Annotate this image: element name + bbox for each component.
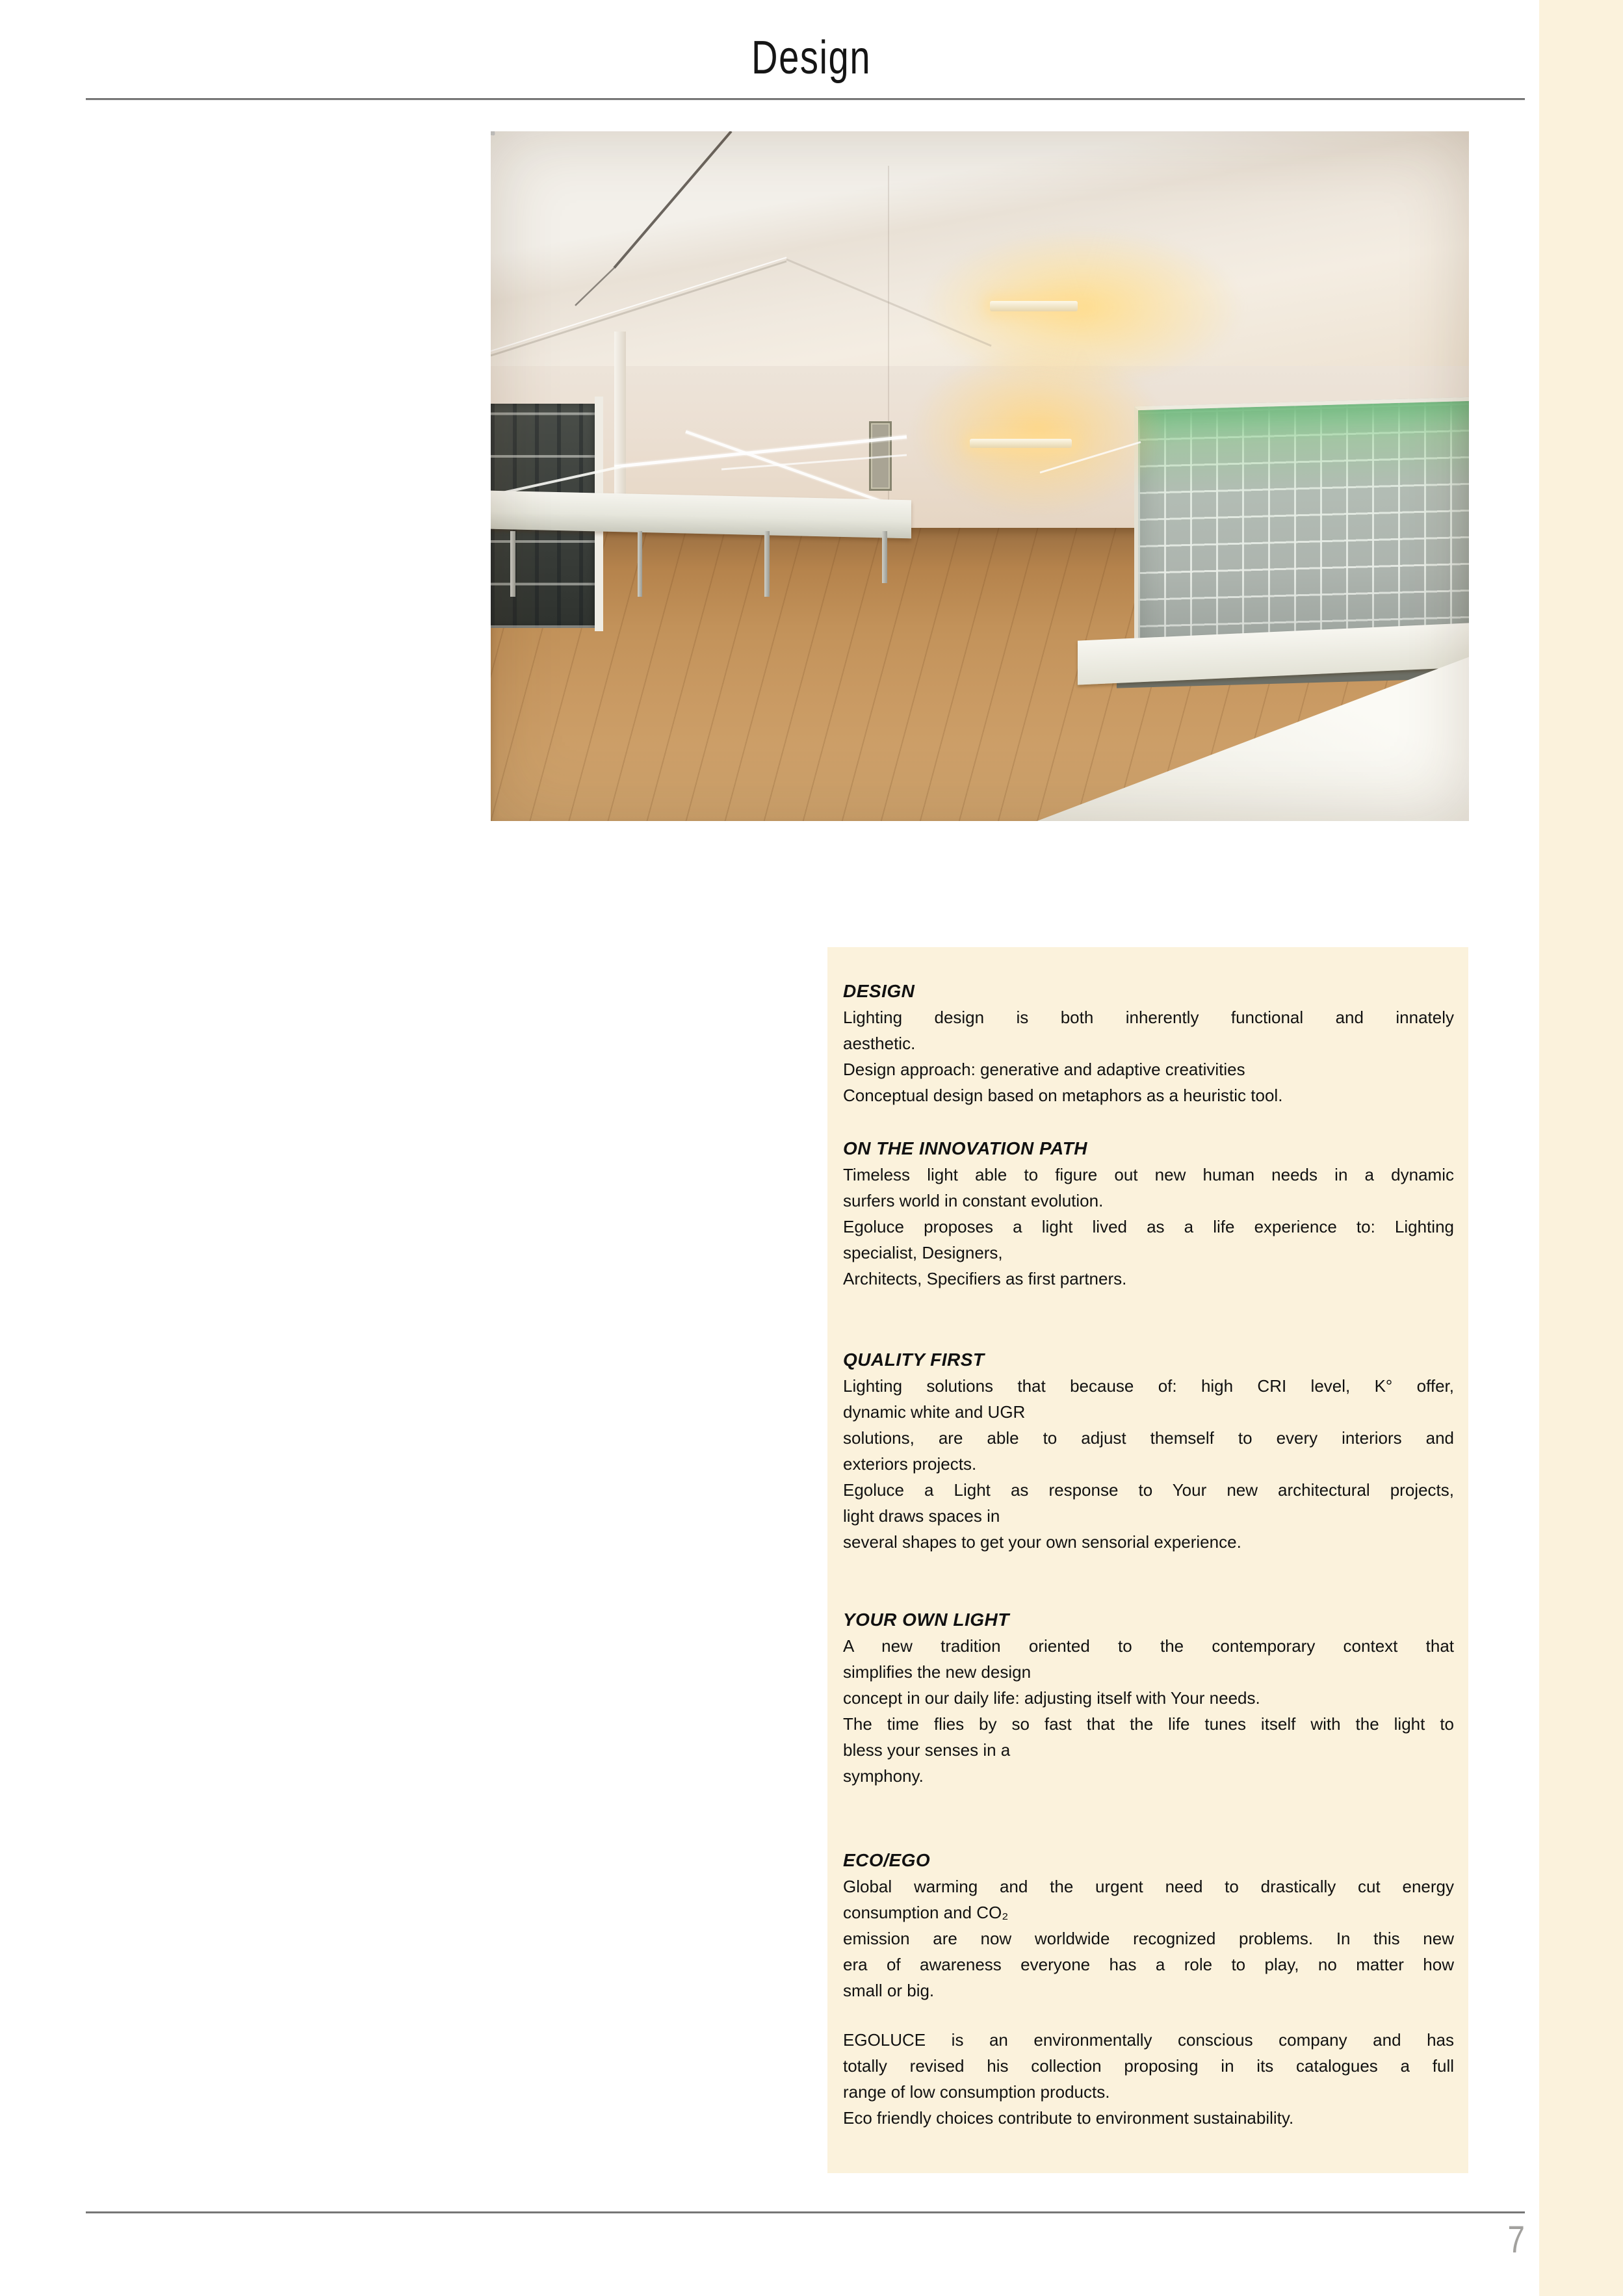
paragraph: Egoluce proposes a light lived as a life experience to: Lighting specialist, Designers, (843, 1217, 1454, 1262)
page-number: 7 (1507, 2219, 1525, 2261)
paragraph: solutions, are able to adjust themself to every interiors and exteriors projects. (843, 1428, 1454, 1474)
section-heading: ECO/EGO (843, 1850, 931, 1870)
right-margin-stripe (1539, 0, 1623, 2296)
paragraph: The time flies by so fast that the life tunes itself with the light to bless your senses in a (843, 1714, 1454, 1760)
paragraph: several shapes to get your own sensorial experience. (843, 1532, 1241, 1552)
section-innovation-path (843, 1136, 1454, 1292)
paragraph: emission are now worldwide recognized problems. In this new era of awareness everyone has a role to play, no matter how small or big. (843, 1929, 1454, 2000)
header-rule (86, 98, 1525, 100)
text-sections (843, 978, 1454, 2131)
section-quality-first (843, 1347, 1454, 1555)
paragraph: Design approach: generative and adaptive creativities (843, 1060, 1245, 1079)
section-design (843, 978, 1454, 1108)
paragraph: symphony. (843, 1766, 924, 1786)
paragraph: A new tradition oriented to the contemporary context that simplifies the new design (843, 1636, 1454, 1682)
paragraph: Lighting solutions that because of: high CRI level, K° offer, dynamic white and UGR (843, 1376, 1454, 1422)
section-heading: DESIGN (843, 981, 915, 1001)
paragraph: Timeless light able to figure out new human needs in a dynamic surfers world in constant evolution. (843, 1165, 1454, 1210)
section-your-own-light (843, 1607, 1454, 1789)
section-heading: QUALITY FIRST (843, 1350, 985, 1370)
section-heading: YOUR OWN LIGHT (843, 1610, 1009, 1630)
footer-rule (86, 2211, 1525, 2213)
page-header (0, 31, 1623, 85)
meeting-room-photo (491, 131, 1469, 821)
paragraph: Global warming and the urgent need to drastically cut energy consumption and CO₂ (843, 1877, 1454, 1922)
section-eco-ego (843, 1847, 1454, 2131)
paragraph: Architects, Specifiers as first partners. (843, 1269, 1127, 1288)
paragraph: concept in our daily life: adjusting itself with Your needs. (843, 1688, 1260, 1708)
intro-text-panel (827, 947, 1468, 2173)
paragraph: Conceptual design based on metaphors as a heuristic tool. (843, 1086, 1283, 1105)
paragraph: Egoluce a Light as response to Your new architectural projects, light draws spaces in (843, 1480, 1454, 1526)
page-title: Design (751, 32, 872, 84)
paragraph: Lighting design is both inherently functional and innately aesthetic. (843, 1008, 1454, 1053)
paragraph: Eco friendly choices contribute to environment sustainability. (843, 2108, 1294, 2128)
paragraph: EGOLUCE is an environmentally conscious company and has totally revised his collection proposing in its catalogues a full range of low consumption products. (843, 2030, 1454, 2102)
section-heading: ON THE INNOVATION PATH (843, 1138, 1088, 1158)
